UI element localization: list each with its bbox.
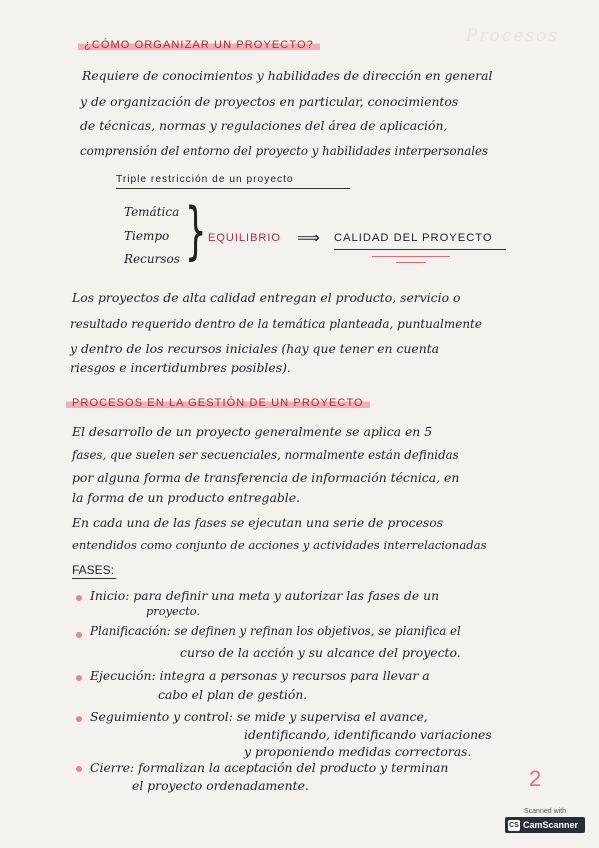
quality-underline bbox=[334, 249, 506, 250]
text-line: y dentro de los recursos iniciales (hay que tener en cuenta bbox=[70, 341, 440, 356]
page-number: 2 bbox=[529, 766, 542, 791]
camscanner-watermark bbox=[505, 808, 585, 833]
quality-label: CALIDAD DEL PROYECTO bbox=[334, 232, 493, 244]
bullet-icon bbox=[76, 632, 82, 638]
text-line: fases, que suelen ser secuenciales, normalmente están definidas bbox=[72, 448, 459, 462]
watermark-badge bbox=[505, 817, 585, 833]
camscanner-logo-icon: CS bbox=[509, 821, 519, 829]
phase-line: identificando, identificando variaciones bbox=[244, 727, 492, 742]
section-heading-organizar: ¿CÓMO ORGANIZAR UN PROYECTO? bbox=[78, 38, 320, 52]
phase-line: el proyecto ordenadamente. bbox=[132, 778, 309, 793]
triple-restriction-title: Triple restricción de un proyecto bbox=[116, 174, 294, 185]
bullet-icon bbox=[76, 766, 82, 772]
constraint-item: Recursos bbox=[124, 252, 180, 266]
phases-underline bbox=[72, 578, 116, 579]
phases-title: FASES: bbox=[72, 563, 115, 577]
phase-line: y proponiendo medidas correctoras. bbox=[244, 744, 472, 759]
section-heading-procesos: PROCESOS EN LA GESTIÓN DE UN PROYECTO bbox=[66, 396, 370, 410]
phase-line: proyecto. bbox=[146, 604, 201, 618]
watermark-brand: CamScanner bbox=[523, 820, 579, 830]
phase-line: Inicio: para definir una meta y autorizar las fases de un bbox=[90, 588, 440, 603]
arrow-icon: ⟹ bbox=[297, 230, 321, 247]
text-line: entendidos como conjunto de acciones y actividades interrelacionadas bbox=[72, 538, 487, 552]
quality-red-underline bbox=[396, 262, 426, 263]
watermark-caption: Scanned with bbox=[523, 808, 567, 815]
text-line: riesgos e incertidumbres posibles). bbox=[70, 360, 291, 375]
equilibrium-label: EQUILIBRIO bbox=[208, 232, 281, 244]
constraint-item: Tiempo bbox=[124, 229, 170, 243]
curly-brace: } bbox=[184, 194, 207, 267]
phase-line: cabo el plan de gestión. bbox=[158, 687, 308, 702]
phase-line: Planificación: se definen y refinan los objetivos, se planifica el bbox=[90, 624, 461, 638]
text-line: En cada una de las fases se ejecutan una serie de procesos bbox=[72, 515, 444, 530]
text-line: resultado requerido dentro de la temática planteada, puntualmente bbox=[70, 317, 482, 331]
phase-line: Ejecución: integra a personas y recursos para llevar a bbox=[90, 668, 430, 683]
text-line: por alguna forma de transferencia de información técnica, en bbox=[72, 470, 460, 485]
constraint-item: Temática bbox=[124, 205, 180, 219]
text-line: El desarrollo de un proyecto generalmente se aplica en 5 bbox=[72, 424, 433, 439]
text-line: y de organización de proyectos en particular, conocimientos bbox=[80, 94, 459, 109]
bullet-icon bbox=[76, 716, 82, 722]
text-line: comprensión del entorno del proyecto y habilidades interpersonales bbox=[80, 144, 489, 158]
phase-line: curso de la acción y su alcance del proyecto. bbox=[180, 645, 461, 660]
quality-red-underline bbox=[372, 256, 450, 257]
bullet-icon bbox=[76, 595, 82, 601]
phase-line: Seguimiento y control: se mide y supervisa el avance, bbox=[90, 709, 428, 724]
phase-line: Cierre: formalizan la aceptación del producto y terminan bbox=[90, 760, 449, 775]
title-underline bbox=[116, 188, 350, 189]
text-line: Los proyectos de alta calidad entregan el producto, servicio o bbox=[72, 290, 461, 305]
ghost-text: Procesos bbox=[465, 26, 559, 46]
text-line: Requiere de conocimientos y habilidades de dirección en general bbox=[82, 68, 493, 83]
text-line: la forma de un producto entregable. bbox=[72, 490, 301, 505]
bullet-icon bbox=[76, 675, 82, 681]
text-line: de técnicas, normas y regulaciones del área de aplicación, bbox=[80, 118, 448, 133]
